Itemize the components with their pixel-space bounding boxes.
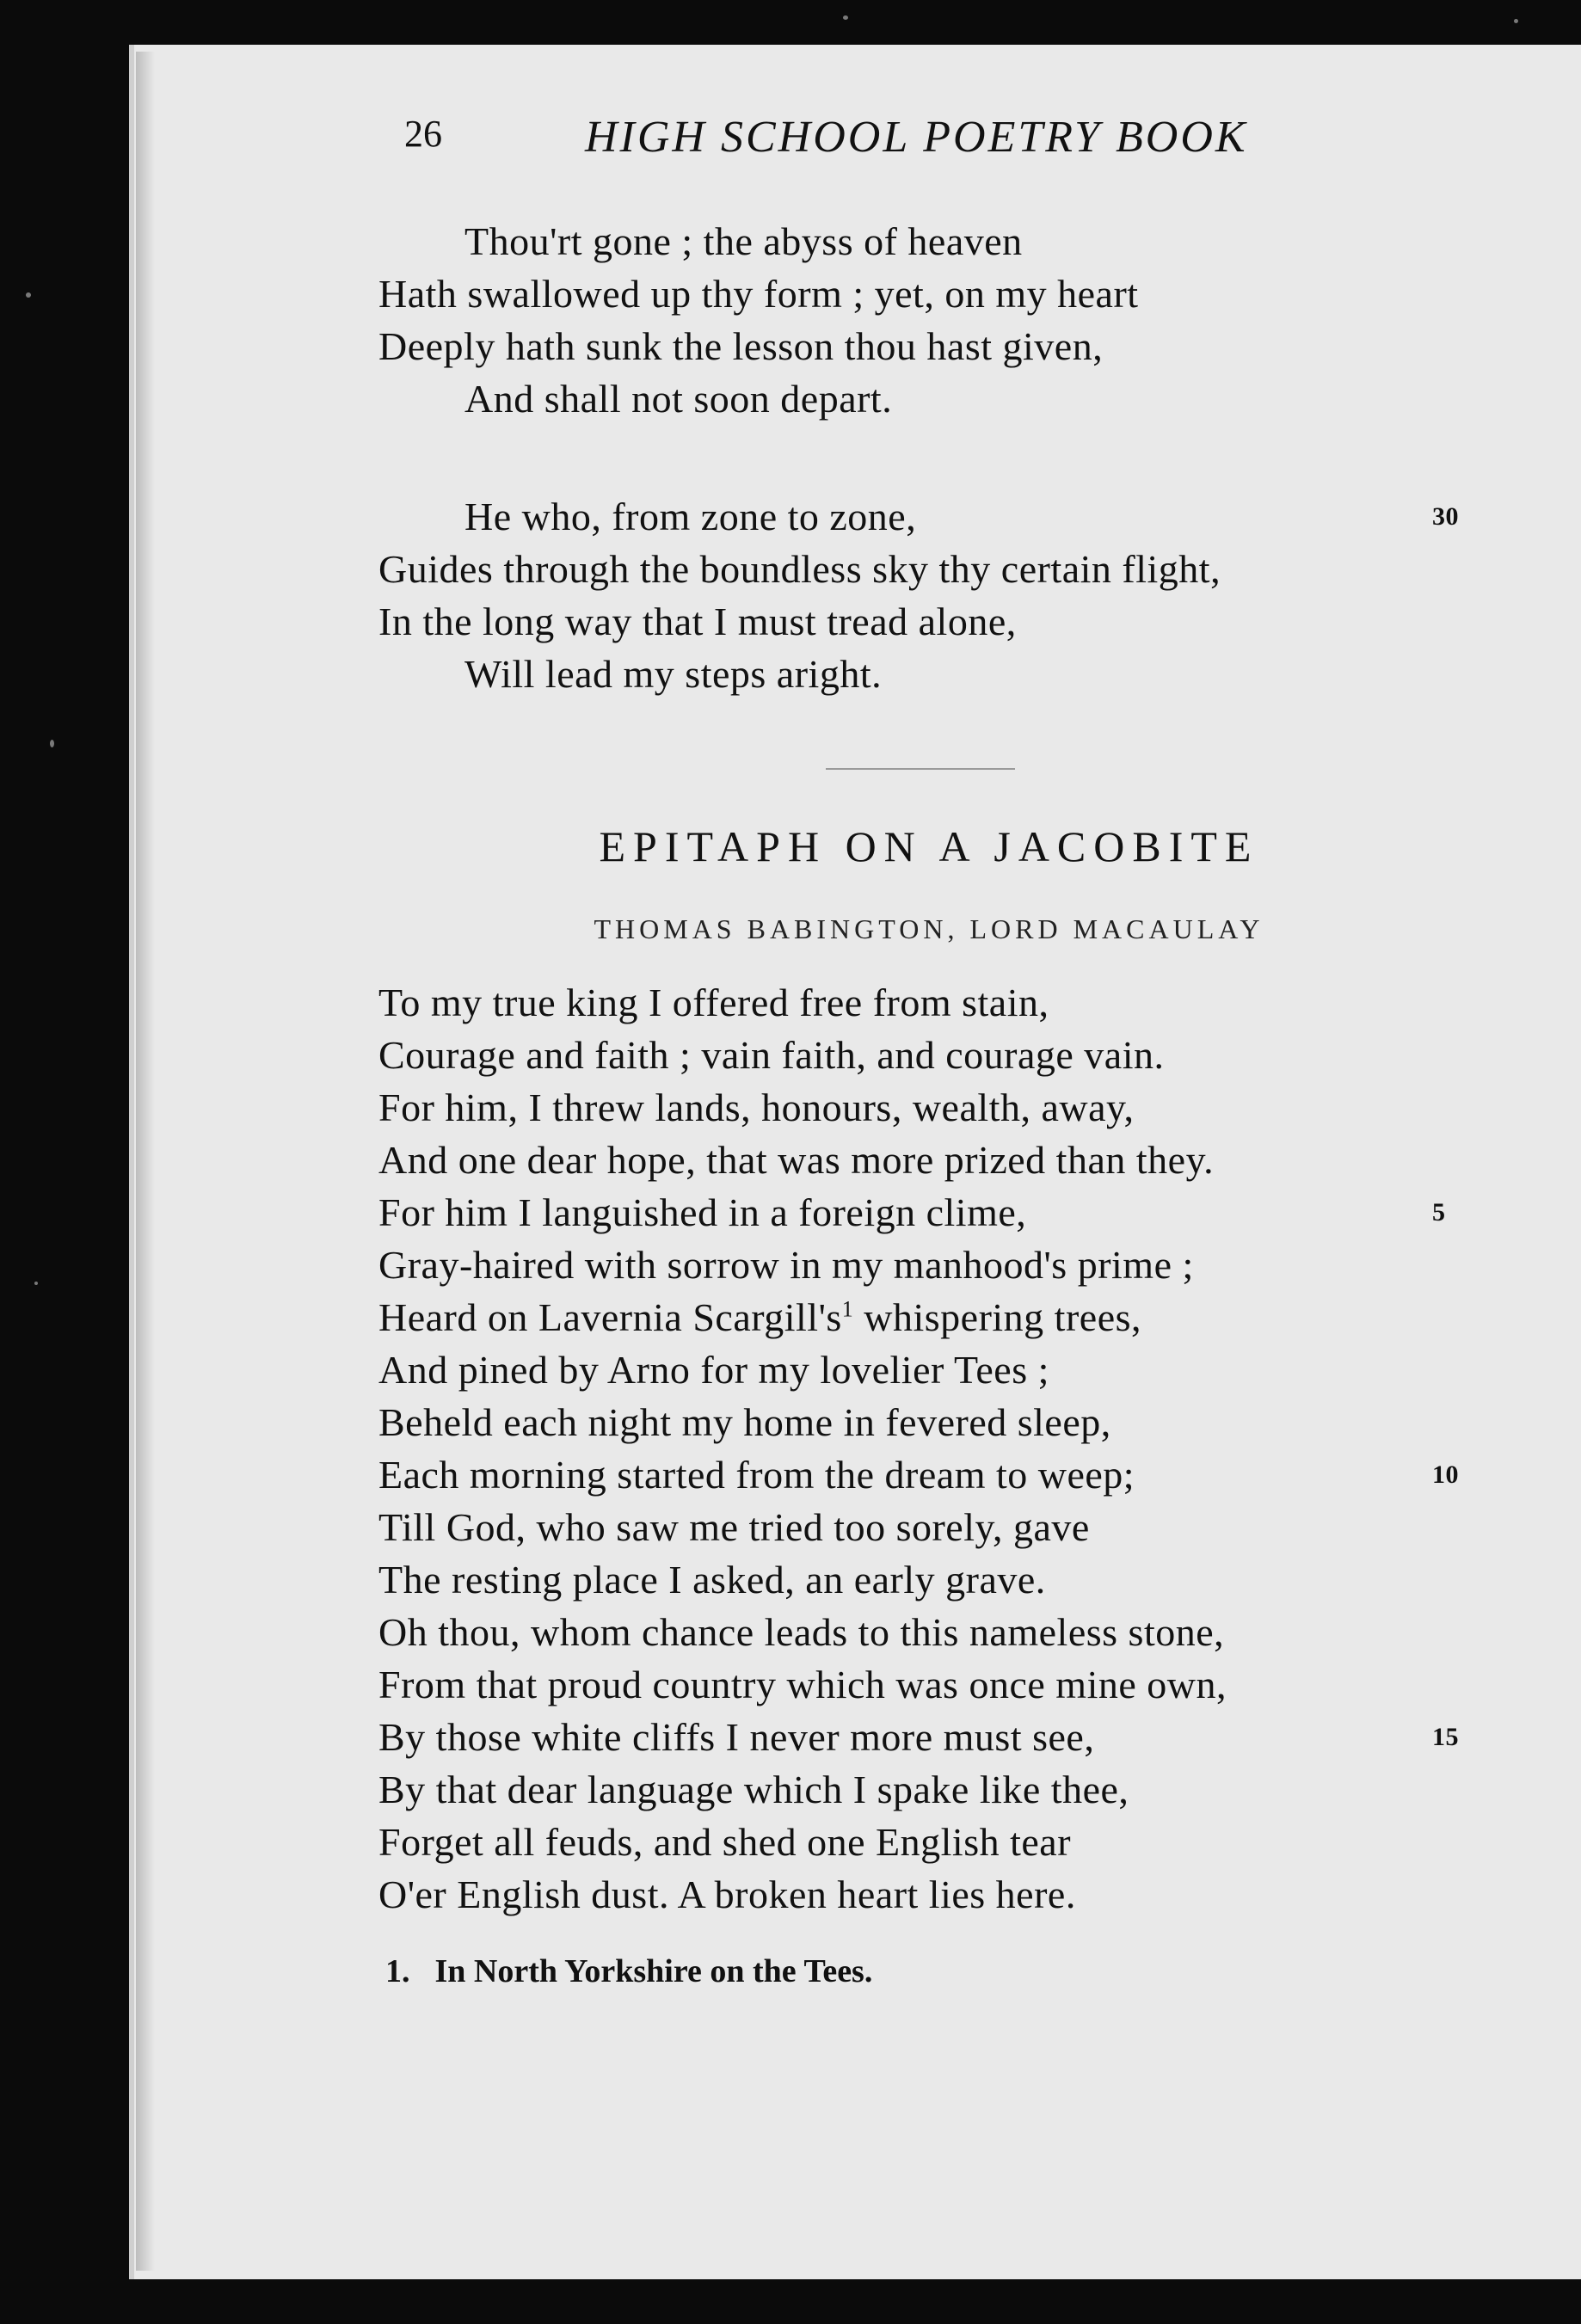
poem-line: Hath swallowed up thy form ; yet, on my heart (378, 272, 1139, 316)
footnote-text: In North Yorkshire on the Tees. (434, 1953, 873, 1989)
poem-line: From that proud country which was once mine own, (378, 1663, 1227, 1706)
poem-line: In the long way that I must tread alone, (378, 599, 1017, 643)
poem-line: By that dear language which I spake like thee, (378, 1768, 1129, 1811)
poem-line: To my true king I offered free from stain, (378, 981, 1049, 1024)
line-number: 15 (1432, 1723, 1459, 1751)
poem-line: Guides through the boundless sky thy certain flight, (378, 547, 1221, 591)
poem-line: He who, from zone to zone, (464, 495, 917, 538)
page-header (404, 101, 1316, 179)
page-number: 26 (404, 113, 442, 155)
poem-line: Each morning started from the dream to weep; (378, 1453, 1135, 1497)
poem-line: By those white cliffs I never more must see, (378, 1715, 1095, 1759)
poem-line: And one dear hope, that was more prized than they. (378, 1138, 1215, 1182)
poem-line: Courage and faith ; vain faith, and courage vain. (378, 1033, 1165, 1077)
footnote (385, 1952, 872, 1990)
poem-line: Beheld each night my home in fevered sleep, (378, 1400, 1111, 1444)
poem-line-wrap (378, 1186, 1479, 1239)
page-gutter (136, 52, 155, 2271)
poem-line-tail: whispering trees, (853, 1295, 1142, 1339)
epitaph-body (378, 976, 1479, 1921)
poem-title: EPITAPH ON A JACOBITE (599, 822, 1259, 870)
poem-line: And shall not soon depart. (464, 377, 893, 421)
poem-line: Thou'rt gone ; the abyss of heaven (464, 219, 1023, 263)
line-number: 5 (1432, 1198, 1446, 1227)
line-number: 30 (1432, 502, 1459, 531)
poem-line: Gray-haired with sorrow in my manhood's prime ; (378, 1243, 1194, 1287)
poem-line: Till God, who saw me tried too sorely, gave (378, 1505, 1090, 1549)
stanza-2 (378, 490, 1479, 700)
poem-line: For him I languished in a foreign clime, (378, 1190, 1027, 1234)
poem-line: For him, I threw lands, honours, wealth, away, (378, 1085, 1135, 1129)
line-number: 10 (1432, 1460, 1459, 1489)
poem-line-wrap (378, 490, 1479, 543)
poem-line: Forget all feuds, and shed one English tear (378, 1820, 1072, 1864)
poem-line: Will lead my steps aright. (464, 652, 883, 696)
footnote-number: 1. (385, 1953, 410, 1989)
poem-line: Heard on Lavernia Scargill's (378, 1295, 842, 1339)
section-divider (826, 768, 1015, 770)
poem-author: THOMAS BABINGTON, LORD MACAULAY (594, 913, 1264, 944)
poem-line: Oh thou, whom chance leads to this nameless stone, (378, 1610, 1225, 1654)
poem-line-wrap (378, 1291, 1479, 1343)
poem-line: Deeply hath sunk the lesson thou hast given, (378, 324, 1104, 368)
poem-line-wrap (378, 1711, 1479, 1763)
poem-line: The resting place I asked, an early grave. (378, 1558, 1046, 1602)
poem-line-wrap (378, 1448, 1479, 1501)
poem-line: O'er English dust. A broken heart lies here. (378, 1872, 1076, 1916)
running-title: HIGH SCHOOL POETRY BOOK (585, 113, 1248, 162)
poem-line: And pined by Arno for my lovelier Tees ; (378, 1348, 1049, 1392)
footnote-marker: 1 (841, 1296, 854, 1322)
stanza-1 (378, 215, 1479, 425)
